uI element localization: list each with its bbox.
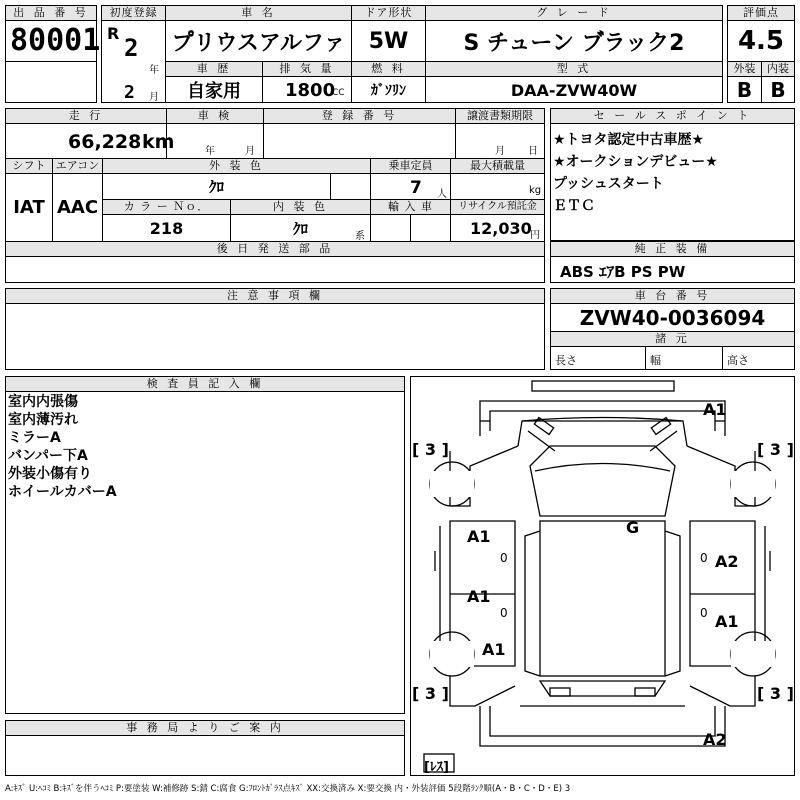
genuine-equipment: ABS ｴｱB PS PW — [560, 263, 686, 281]
model: DAA-ZVW40W — [510, 80, 638, 100]
mileage-header: 走 行 — [6, 109, 166, 123]
sales-point-4: ＥＴＣ — [553, 198, 595, 214]
mark-tire-front-right: [ 3 ] — [757, 440, 794, 459]
legend: A:ｷｽﾞ U:ﾍｺﾐ B:ｷｽﾞを伴うﾍｺﾐ P:要塗装 W:補修跡 S:錆 C:腐食 G:ﾌﾛﾝﾄｶﾞﾗｽ点ｷｽﾞ XX:交換済み X:要交換 内・外装評価 5段階ﾗﾝｸ順(A・B・C・D・E) 3 — [5, 784, 571, 794]
shift: IAT — [13, 197, 45, 218]
mark-door-front-left: A1 — [467, 527, 491, 546]
mark-tire-rear-left: [ 3 ] — [412, 684, 449, 703]
car-diagram — [410, 376, 795, 776]
int-color-suffix: 系 — [355, 231, 365, 242]
ext-color-header: 外 装 色 — [103, 159, 370, 173]
shift-header: シフト — [6, 159, 52, 173]
first-registration-header: 初度登録 — [102, 6, 165, 20]
mark-quarter-left: A1 — [482, 640, 506, 659]
import-header: 輸 入 車 — [371, 200, 450, 214]
mileage: 66,228 — [68, 131, 142, 153]
mark-door-front-right: A2 — [715, 552, 739, 571]
ext-color: ｸﾛ — [208, 178, 224, 196]
height-label: 高さ — [727, 354, 749, 367]
mark-door-rear-right: A1 — [715, 612, 739, 631]
recycle-unit: 円 — [530, 230, 540, 241]
grade-header: グ レ ー ド — [426, 6, 722, 20]
inspector-notes-header: 検 査 員 記 入 欄 — [6, 377, 404, 391]
lot-number: 80001 — [10, 23, 101, 58]
registration-header: 登 録 番 号 — [264, 109, 455, 123]
mark-rear-bumper: A2 — [703, 730, 727, 749]
score-header: 評価点 — [728, 6, 794, 20]
fuel: ｶﾞｿﾘﾝ — [371, 83, 406, 99]
inspector-note-4: バンパー下A — [8, 448, 88, 464]
mileage-unit: km — [142, 131, 175, 153]
inspector-note-3: ミラーA — [8, 430, 61, 446]
history-header: 車 歴 — [166, 62, 262, 76]
first-reg-year: 2 — [124, 34, 139, 62]
specs-header: 諸 元 — [551, 332, 794, 346]
mark-zero-2: 0 — [700, 551, 708, 565]
deadline-month-unit: 月 — [495, 146, 505, 157]
width-label: 幅 — [650, 354, 661, 367]
inspector-note-2: 室内薄汚れ — [8, 412, 78, 428]
sales-point-1: ★トヨタ認定中古車歴★ — [553, 132, 705, 148]
year-unit: 年 — [149, 65, 159, 76]
month-unit: 月 — [149, 92, 159, 103]
sales-points-header: セ ー ル ス ポ イ ン ト — [551, 109, 794, 123]
mark-roof: G — [626, 518, 640, 537]
office-notes-header: 事 務 局 よ り ご 案 内 — [6, 721, 404, 735]
sales-point-2: ★オークションデビュー★ — [553, 154, 718, 170]
later-parts-header: 後 日 発 送 部 品 — [6, 242, 544, 256]
displacement: 1800 — [285, 80, 336, 101]
capacity-unit: 人 — [437, 189, 447, 200]
fuel-header: 燃 料 — [352, 62, 425, 76]
length-label: 長さ — [555, 354, 577, 367]
displacement-header: 排 気 量 — [263, 62, 351, 76]
mark-tire-front-left: [ 3 ] — [412, 440, 449, 459]
door-type: 5W — [368, 28, 409, 54]
color-no-header: カ ラ ー Ｎｏ． — [103, 200, 230, 214]
mark-zero-1: 0 — [500, 551, 508, 565]
history: 自家用 — [187, 81, 241, 102]
exterior-grade-header: 外装 — [728, 62, 761, 76]
inspection-year-unit: 年 — [205, 146, 215, 157]
inspector-note-1: 室内内張傷 — [8, 394, 78, 410]
score: 4.5 — [737, 26, 785, 56]
capacity: 7 — [410, 178, 422, 198]
inspection-month-unit: 月 — [245, 146, 255, 157]
mark-door-rear-left: A1 — [467, 587, 491, 606]
recycle-fee: 12,030 — [470, 219, 532, 238]
chassis-header: 車 台 番 号 — [551, 289, 794, 303]
color-number: 218 — [149, 218, 184, 238]
chassis-number: ZVW40-0036094 — [579, 305, 766, 330]
car-name: プ゚リウスアルファ — [171, 30, 346, 56]
interior-grade-header: 内装 — [762, 62, 794, 76]
int-color-header: 内 装 色 — [231, 200, 370, 214]
door-type-header: ドア形状 — [352, 6, 425, 20]
sales-point-3: プッシュスタート — [553, 176, 664, 192]
first-reg-month: 2 — [124, 82, 135, 103]
lot-number-header: 出 品 番 号 — [6, 6, 96, 20]
int-color: ｸﾛ — [292, 219, 308, 238]
mark-zero-3: 0 — [500, 606, 508, 620]
inspector-note-5: 外装小傷有り — [8, 466, 92, 482]
inspector-note-6: ホイールカバーA — [8, 484, 117, 500]
ac-header: エアコン — [53, 159, 102, 173]
mark-spare: [ﾚｽ] — [424, 760, 449, 775]
inspection-header: 車 検 — [167, 109, 263, 123]
model-header: 型 式 — [426, 62, 722, 76]
transfer-deadline-header: 譲渡書類期限 — [456, 109, 544, 123]
mark-front-right: A1 — [703, 400, 727, 419]
genuine-equipment-header: 純 正 装 備 — [551, 242, 794, 256]
air-conditioner: AAC — [56, 197, 99, 218]
deadline-day-unit: 日 — [528, 146, 538, 157]
car-name-header: 車 名 — [166, 6, 351, 20]
mark-tire-rear-right: [ 3 ] — [757, 684, 794, 703]
interior-grade: B — [770, 78, 786, 102]
grade: S チューン ブ゙ラック2 — [463, 30, 685, 56]
displacement-unit: CC — [332, 88, 345, 98]
exterior-grade: B — [736, 78, 753, 102]
notes-header: 注 意 事 項 欄 — [6, 289, 544, 303]
max-load-header: 最大積載量 — [451, 159, 544, 173]
max-load-unit: kg — [529, 185, 542, 196]
mark-zero-4: 0 — [700, 606, 708, 620]
era-label: R — [107, 24, 120, 43]
capacity-header: 乗車定員 — [371, 159, 450, 173]
recycle-header: リサイクル預託金 — [451, 200, 544, 214]
